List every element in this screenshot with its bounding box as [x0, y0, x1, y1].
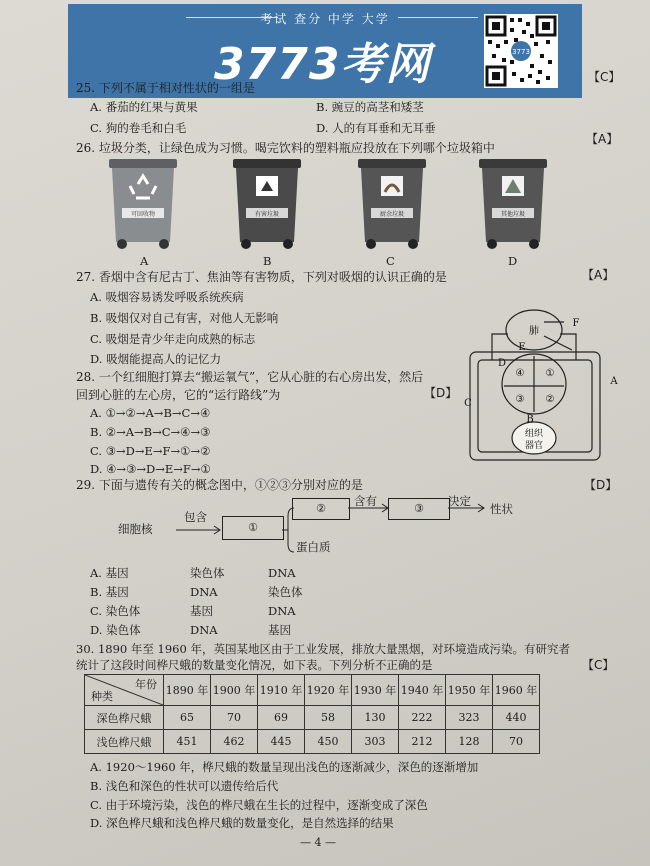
q29-option-d-3: 基因: [268, 623, 291, 637]
chamber-3: ③: [515, 394, 525, 405]
qr-code-icon: [484, 14, 558, 88]
corner-kind: 种类: [91, 690, 113, 703]
organ-label-2: 器官: [524, 441, 544, 451]
q29-option-c-1: C. 染色体: [90, 604, 141, 618]
q28-option-d: D. ④→③→D→E→F→①: [90, 462, 211, 476]
lung-label: 肺: [529, 326, 539, 337]
q29-option-a-3: DNA: [268, 566, 296, 580]
q29-option-a-2: 染色体: [190, 566, 225, 580]
hazard-bin-icon: [232, 158, 302, 250]
q25-stem: 25. 下列不属于相对性状的一组是: [76, 81, 255, 95]
bin-c-label: 厨余垃圾: [379, 211, 404, 218]
table-cell: 130: [352, 706, 399, 730]
q28-option-b: B. ②→A→B→C→④→③: [90, 425, 211, 439]
label-c: C: [464, 398, 472, 409]
q27-option-c: C. 吸烟是青少年走向成熟的标志: [90, 332, 256, 346]
moth-table: [84, 674, 540, 754]
label-b: B: [526, 414, 534, 425]
q27-stem: 27. 香烟中含有尼古丁、焦油等有害物质，下列对吸烟的认识正确的是: [76, 270, 447, 284]
year-header: 1900 年: [211, 675, 258, 706]
table-cell: 323: [446, 706, 493, 730]
row-name: 浅色桦尺蛾: [85, 730, 164, 754]
table-cell: 69: [258, 706, 305, 730]
concept-contains: 包含: [184, 510, 207, 524]
q29-option-b-1: B. 基因: [90, 585, 129, 599]
q27-option-b: B. 吸烟仅对自己有害，对他人无影响: [90, 311, 279, 325]
table-cell: 128: [446, 730, 493, 754]
table-cell: 462: [211, 730, 258, 754]
year-header: 1890 年: [164, 675, 211, 706]
concept-map: [118, 494, 538, 558]
label-e: E: [518, 342, 526, 353]
year-header: 1920 年: [305, 675, 352, 706]
chamber-4: ④: [515, 368, 525, 379]
page-number: — 4 —: [300, 836, 336, 849]
garbage-bin-hazardous: [232, 158, 302, 254]
q27-option-a: A. 吸烟容易诱发呼吸系统疾病: [90, 290, 244, 304]
year-header: 1940 年: [399, 675, 446, 706]
year-header: 1910 年: [258, 675, 305, 706]
garbage-bin-kitchen: [357, 158, 427, 254]
q25-option-b: B. 豌豆的高茎和矮茎: [316, 100, 424, 114]
table-cell: 303: [352, 730, 399, 754]
q29-option-c-3: DNA: [268, 604, 296, 618]
q25-option-a: A. 番茄的红果与黄果: [90, 100, 198, 114]
concept-trait: 性状: [490, 502, 513, 516]
qr-label: 3773: [512, 48, 530, 56]
table-cell: 58: [305, 706, 352, 730]
year-header: 1950 年: [446, 675, 493, 706]
q27-option-d: D. 吸烟能提高人的记忆力: [90, 352, 222, 366]
organ-label-1: 组织: [524, 429, 544, 439]
bin-a-label: 可回收物: [130, 211, 155, 218]
q28-stem-line1: 28. 一个红细胞打算去“搬运氧气”，它从心脏的右心房出发，然后: [76, 370, 424, 384]
q30-stem-line1: 30. 1890 年至 1960 年，英国某地区由于工业发展，排放大量黑烟，对环境造成污染。有研究者: [76, 642, 570, 656]
q29-option-b-2: DNA: [190, 585, 218, 599]
other-bin-icon: [478, 158, 548, 250]
concept-box-2: ②: [292, 498, 350, 520]
q28-answer: 【D】: [424, 386, 458, 400]
corner-year: 年份: [135, 678, 157, 691]
recycle-bin-icon: [108, 158, 178, 250]
circulation-diagram: [464, 300, 624, 468]
bin-c-letter: C: [386, 254, 395, 268]
q30-answer: 【C】: [582, 658, 615, 672]
bin-a-letter: A: [140, 254, 149, 268]
garbage-bin-other: [478, 158, 548, 254]
q25-option-c: C. 狗的卷毛和白毛: [90, 121, 187, 135]
bin-b-label: 有害垃圾: [254, 211, 279, 218]
table-cell: 65: [164, 706, 211, 730]
q30-option-a: A. 1920～1960 年，桦尺蛾的数量呈现出浅色的逐渐减少，深色的逐渐增加: [90, 760, 479, 774]
q29-stem: 29. 下面与遗传有关的概念图中，①②③分别对应的是: [76, 478, 363, 492]
chamber-2: ②: [545, 394, 555, 405]
table-cell: 450: [305, 730, 352, 754]
bin-d-letter: D: [508, 254, 518, 268]
concept-has: 含有: [354, 494, 377, 508]
q29-option-d-2: DNA: [190, 623, 218, 637]
year-header: 1930 年: [352, 675, 399, 706]
table-header-row: [85, 675, 540, 706]
bin-b-letter: B: [263, 254, 272, 268]
label-a: A: [610, 376, 618, 387]
q25-option-d: D. 人的有耳垂和无耳垂: [316, 121, 436, 135]
table-row: [85, 730, 540, 754]
table-cell: 445: [258, 730, 305, 754]
table-cell: 70: [493, 730, 540, 754]
table-cell: 222: [399, 706, 446, 730]
q29-option-b-3: 染色体: [268, 585, 303, 599]
q30-stem-line2: 统计了这段时间桦尺蛾的数量变化情况，如下表。下列分析不正确的是: [76, 658, 433, 672]
q27-answer: 【A】: [582, 268, 615, 282]
chamber-1: ①: [545, 368, 555, 379]
q29-option-a-1: A. 基因: [90, 566, 129, 580]
q30-option-b: B. 浅色和深色的性状可以遗传给后代: [90, 779, 279, 793]
q29-option-c-2: 基因: [190, 604, 213, 618]
table-row: [85, 706, 540, 730]
q29-option-d-1: D. 染色体: [90, 623, 141, 637]
bin-d-label: 其他垃圾: [500, 211, 525, 218]
row-name: 深色桦尺蛾: [85, 706, 164, 730]
q30-option-d: D. 深色桦尺蛾和浅色桦尺蛾的数量变化，是自然选择的结果: [90, 816, 394, 830]
kitchen-bin-icon: [357, 158, 427, 250]
concept-protein: 蛋白质: [296, 540, 331, 554]
q28-option-a: A. ①→②→A→B→C→④: [90, 406, 211, 420]
label-f: F: [572, 318, 580, 329]
garbage-bin-recyclable: [108, 158, 178, 254]
site-logo[interactable]: 3773考网: [214, 39, 431, 90]
q26-stem: 26. 垃圾分类，让绿色成为习惯。喝完饮料的塑料瓶应投放在下列哪个垃圾箱中: [76, 141, 495, 155]
q29-answer: 【D】: [584, 478, 618, 492]
table-cell: 212: [399, 730, 446, 754]
concept-box-3: ③: [388, 498, 450, 520]
q30-option-c: C. 由于环境污染，浅色的桦尺蛾在生长的过程中，逐渐变成了深色: [90, 798, 428, 812]
q25-answer: 【C】: [588, 70, 621, 84]
q26-answer: 【A】: [586, 132, 619, 146]
concept-decides: 决定: [448, 494, 471, 508]
table-cell: 440: [493, 706, 540, 730]
table-corner-cell: [85, 675, 164, 706]
concept-nucleus: 细胞核: [118, 522, 153, 536]
year-header: 1960 年: [493, 675, 540, 706]
table-cell: 70: [211, 706, 258, 730]
concept-box-1: ①: [222, 516, 284, 540]
q28-option-c: C. ③→D→E→F→①→②: [90, 444, 211, 458]
table-cell: 451: [164, 730, 211, 754]
banner-tagline: 考试 查分 中学 大学: [260, 12, 390, 26]
q28-stem-line2: 回到心脏的左心房，它的“运行路线”为: [76, 388, 281, 402]
label-d: D: [497, 358, 507, 369]
